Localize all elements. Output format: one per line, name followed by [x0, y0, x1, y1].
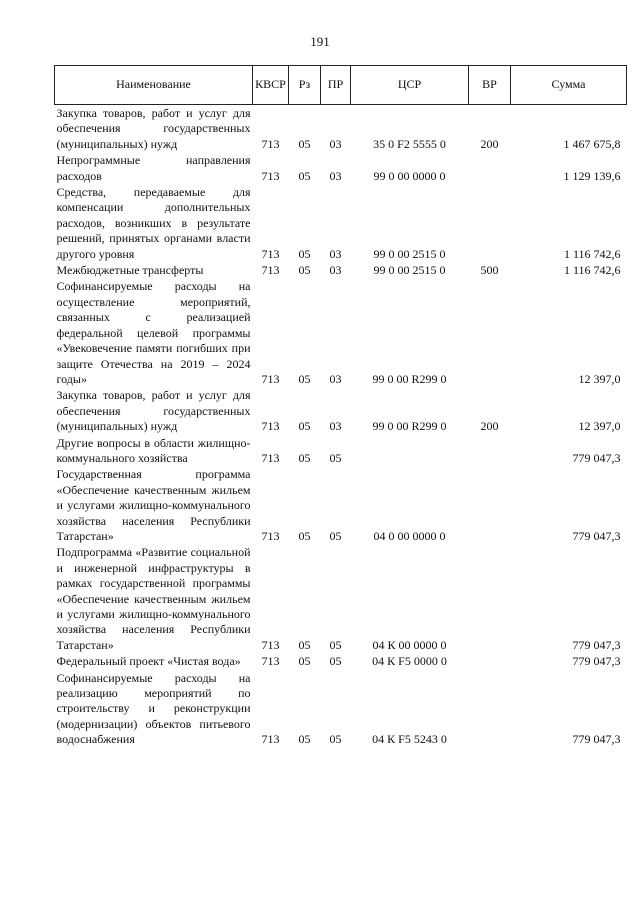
row-name: Закупка товаров, работ и услуг для обеспечения государственных (муниципальных) нужд	[56, 388, 251, 434]
row-rz: 05	[298, 450, 311, 465]
row-pr: 05	[329, 450, 342, 465]
row-sum: 779 047,3	[572, 654, 621, 669]
row-vr	[469, 152, 511, 184]
row-csr: 99 0 00 2515 0	[373, 263, 446, 278]
row-kvsr: 713	[261, 654, 280, 669]
row-kvsr: 713	[261, 246, 280, 261]
row-pr: 03	[329, 419, 342, 434]
row-rz: 05	[298, 654, 311, 669]
row-vr	[469, 435, 511, 467]
row-kvsr: 713	[261, 450, 280, 465]
row-vr	[469, 653, 511, 669]
row-csr: 04 К 00 0000 0	[372, 637, 447, 652]
row-name: Средства, передаваемые для компенсации дополнительных расходов, возникших в результате решений, принятых органами власти другого уровня	[56, 185, 251, 261]
row-pr: 05	[329, 732, 342, 747]
table-row	[55, 466, 627, 544]
row-kvsr: 713	[261, 637, 280, 652]
row-vr	[469, 544, 511, 653]
row-rz: 05	[298, 246, 311, 261]
row-kvsr: 713	[261, 263, 280, 278]
row-rz: 05	[298, 263, 311, 278]
table-body	[55, 105, 627, 748]
row-pr: 03	[329, 263, 342, 278]
table-row	[55, 262, 627, 278]
row-csr: 99 0 00 R299 0	[372, 371, 447, 386]
row-kvsr: 713	[261, 528, 280, 543]
page-number: 191	[310, 34, 330, 49]
header-vr: ВР	[469, 66, 511, 105]
row-vr: 500	[480, 263, 499, 278]
row-csr	[351, 435, 469, 467]
row-csr: 99 0 00 R299 0	[372, 419, 447, 434]
header-name: Наименование	[55, 66, 253, 105]
row-pr: 03	[329, 168, 342, 183]
row-csr: 99 0 00 2515 0	[373, 246, 446, 261]
row-rz: 05	[298, 371, 311, 386]
row-rz: 05	[298, 136, 311, 151]
row-rz: 05	[298, 732, 311, 747]
budget-table	[54, 65, 627, 748]
table-header	[55, 66, 627, 105]
row-vr: 200	[480, 136, 499, 151]
row-kvsr: 713	[261, 732, 280, 747]
row-kvsr: 713	[261, 419, 280, 434]
row-pr: 05	[329, 654, 342, 669]
row-vr	[469, 278, 511, 387]
header-sum: Сумма	[511, 66, 627, 105]
row-name: Софинансируемые расходы на реализацию мероприятий по строительству и реконструкции (модернизации) объектов питьевого водоснабжения	[56, 670, 251, 747]
row-pr: 03	[329, 136, 342, 151]
table-row	[55, 278, 627, 387]
row-sum: 1 116 742,6	[563, 263, 621, 278]
row-kvsr: 713	[261, 168, 280, 183]
row-pr: 03	[329, 371, 342, 386]
row-name: Софинансируемые расходы на осуществление мероприятий, связанных с реализацией федеральной целевой программы «Увековечение памяти погибших при защите Отечества на 2019 – 2024 годы»	[56, 279, 251, 386]
table-row	[55, 184, 627, 262]
row-name: Закупка товаров, работ и услуг для обеспечения государственных (муниципальных) нужд	[56, 106, 251, 151]
table-row	[55, 670, 627, 748]
row-name: Непрограммные направления расходов	[56, 153, 251, 183]
row-sum: 1 116 742,6	[563, 246, 621, 261]
table-row	[55, 105, 627, 153]
table-row	[55, 544, 627, 653]
row-sum: 779 047,3	[572, 732, 621, 747]
row-csr: 04 К F5 5243 0	[372, 732, 447, 747]
row-rz: 05	[298, 528, 311, 543]
row-kvsr: 713	[261, 371, 280, 386]
row-rz: 05	[298, 168, 311, 183]
row-pr: 05	[329, 528, 342, 543]
header-pr: ПР	[321, 66, 351, 105]
row-vr: 200	[480, 419, 499, 434]
table-row	[55, 435, 627, 467]
row-sum: 12 397,0	[578, 371, 621, 386]
table-row	[55, 387, 627, 434]
row-vr	[469, 466, 511, 544]
row-rz: 05	[298, 637, 311, 652]
header-kvsr: КВСР	[253, 66, 289, 105]
row-name: Подпрограмма «Развитие социальной и инженерной инфраструктуры в рамках государственной программы «Обеспечение качественным жильем и услугами жилищно-коммунального хозяйства населения Республики Татарстан»	[56, 545, 251, 652]
row-pr: 03	[329, 246, 342, 261]
row-vr	[469, 184, 511, 262]
row-sum: 12 397,0	[578, 419, 621, 434]
table-row	[55, 152, 627, 184]
header-csr: ЦСР	[351, 66, 469, 105]
row-name: Государственная программа «Обеспечение качественным жильем и услугами жилищно-коммунального хозяйства населения Республики Татарстан»	[56, 467, 251, 543]
row-vr	[469, 670, 511, 748]
row-name: Другие вопросы в области жилищно-коммунального хозяйства	[56, 435, 251, 465]
row-sum: 779 047,3	[572, 528, 621, 543]
row-sum: 779 047,3	[572, 450, 621, 465]
row-csr: 04 К F5 0000 0	[372, 654, 447, 669]
row-name: Федеральный проект «Чистая вода»	[56, 654, 241, 669]
table-row	[55, 653, 627, 669]
row-name: Межбюджетные трансферты	[56, 263, 204, 278]
row-sum: 779 047,3	[572, 637, 621, 652]
row-csr: 99 0 00 0000 0	[373, 168, 446, 183]
header-rz: Рз	[289, 66, 321, 105]
row-csr: 04 0 00 0000 0	[373, 528, 446, 543]
row-pr: 05	[329, 637, 342, 652]
row-sum: 1 467 675,8	[563, 136, 621, 151]
row-csr: 35 0 F2 5555 0	[373, 136, 446, 151]
row-kvsr: 713	[261, 136, 280, 151]
row-rz: 05	[298, 419, 311, 434]
row-sum: 1 129 139,6	[563, 168, 621, 183]
